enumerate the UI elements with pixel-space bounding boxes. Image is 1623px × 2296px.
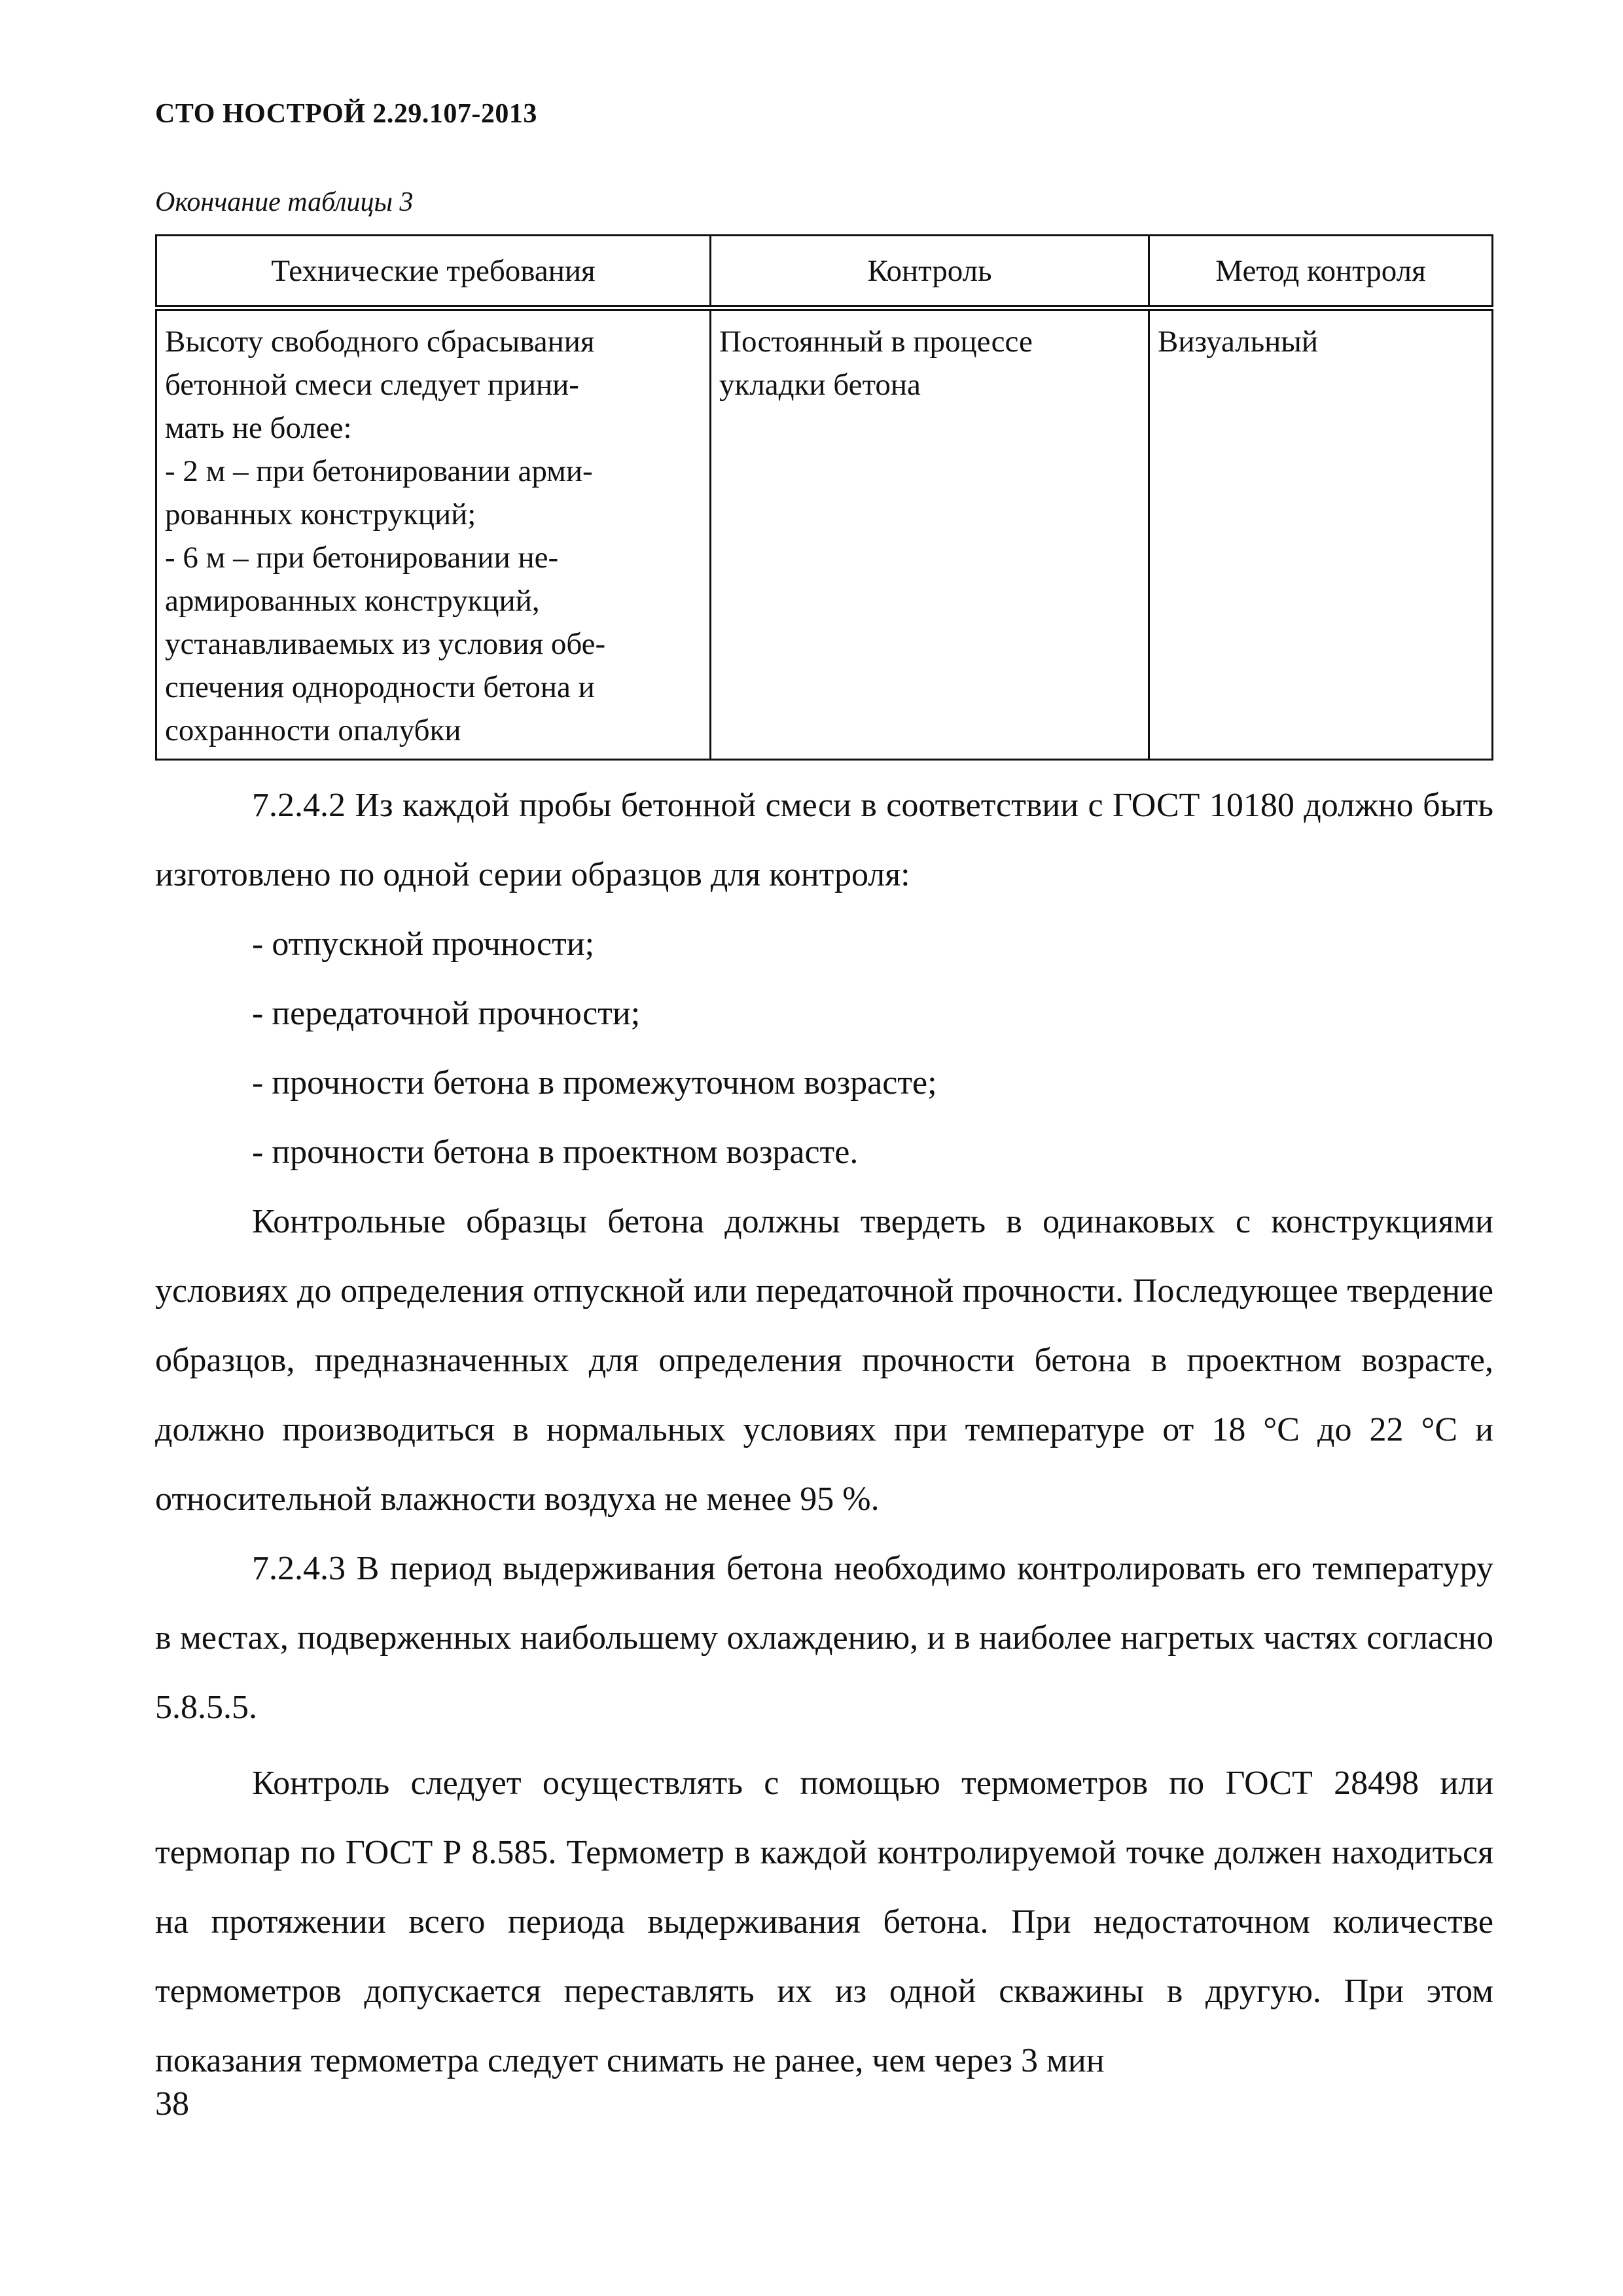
- page-number: 38: [155, 2085, 189, 2123]
- paragraph-7-2-4-2: 7.2.4.2 Из каждой пробы бетонной смеси в соответствии с ГОСТ 10180 должно быть изготовлено по одной серии образцов для контроля:: [155, 787, 1493, 893]
- cell-line: Постоянный в процессе: [719, 325, 1033, 359]
- cell-line: - 2 м – при бетонировании арми-: [165, 454, 593, 488]
- header-control-method: Метод контроля: [1149, 236, 1493, 308]
- cell-requirements: [156, 308, 711, 760]
- list-item: - передаточной прочности;: [252, 995, 641, 1032]
- requirements-table: [155, 234, 1493, 761]
- list-item: - отпускной прочности;: [252, 925, 595, 963]
- cell-line: - 6 м – при бетонировании не-: [165, 541, 559, 575]
- cell-line: сохранности опалубки: [165, 713, 461, 747]
- list-item: - прочности бетона в проектном возрасте.: [252, 1134, 859, 1171]
- body-text: [155, 771, 1493, 2096]
- table-header-row: [156, 236, 1493, 308]
- paragraph-thermometers: Контроль следует осуществлять с помощью термометров по ГОСТ 28498 или термопар по ГОСТ Р 8.585. Термометр в каждой контролируемой точке должен находиться на протяжении всего периода выдерживания бетона. При недостаточном количестве термометров допускается переставлять их из одной скважины в другую. При этом показания термометра следует снимать не ранее, чем через 3 мин: [155, 1765, 1493, 2079]
- paragraph-7-2-4-3: 7.2.4.3 В период выдерживания бетона необходимо контролировать его температуру в местах, подверженных наибольшему охлаждению, и в наиболее нагретых частях согласно 5.8.5.5.: [155, 1550, 1493, 1726]
- cell-line: Визуальный: [1158, 325, 1319, 359]
- table-caption: Окончание таблицы 3: [155, 187, 414, 217]
- cell-line: Высоту свободного сбрасывания: [165, 325, 595, 359]
- header-control: Контроль: [711, 236, 1149, 308]
- cell-line: армированных конструкций,: [165, 584, 540, 618]
- cell-control: [711, 308, 1149, 760]
- cell-line: спечения однородности бетона и: [165, 670, 595, 704]
- cell-line: мать не более:: [165, 411, 352, 445]
- cell-method: [1149, 308, 1493, 760]
- cell-line: бетонной смеси следует прини-: [165, 368, 579, 402]
- list-item: - прочности бетона в промежуточном возрасте;: [252, 1064, 937, 1102]
- header-technical-requirements: Технические требования: [156, 236, 711, 308]
- table-row: [156, 308, 1493, 760]
- cell-line: устанавливаемых из условия обе-: [165, 627, 606, 661]
- paragraph-control-samples: Контрольные образцы бетона должны твердеть в одинаковых с конструкциями условиях до определения отпускной или передаточной прочности. Последующее твердение образцов, предназначенных для определения прочности бетона в проектном возрасте, должно производиться в нормальных условиях при температуре от 18 °С до 22 °С и относительной влажности воздуха не менее 95 %.: [155, 1203, 1493, 1518]
- cell-line: укладки бетона: [719, 368, 921, 402]
- cell-line: рованных конструкций;: [165, 497, 476, 531]
- document-code: СТО НОСТРОЙ 2.29.107-2013: [155, 99, 537, 129]
